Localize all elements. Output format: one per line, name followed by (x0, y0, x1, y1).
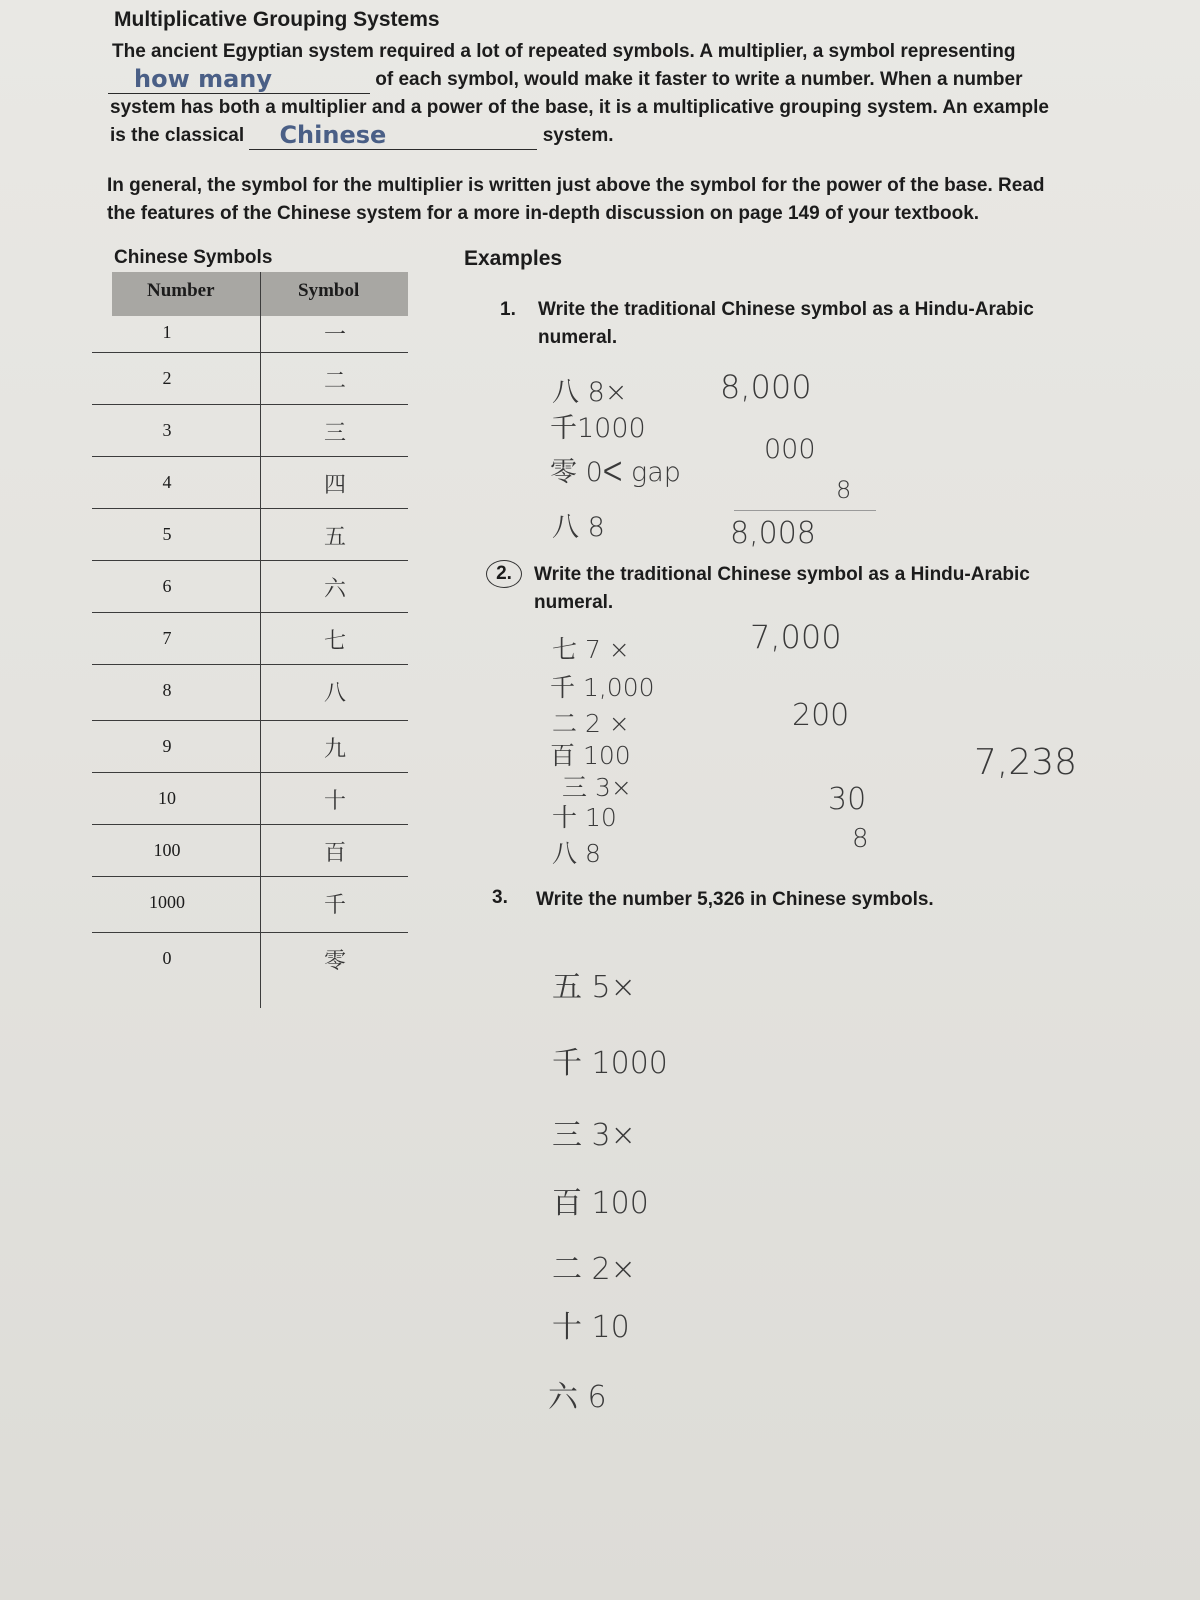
cell-symbol: 一 (323, 323, 346, 348)
q2-work-line-3: 二 2 × (552, 709, 630, 738)
blank-multiplier (108, 65, 370, 94)
q2-calc-8: 8 (852, 824, 869, 854)
cell-number: 0 (162, 948, 172, 968)
q3-work-line-7: 六 6 (548, 1380, 607, 1415)
q1-calc-8000: 8,000 (720, 368, 812, 406)
q2-calc-200: 200 (792, 698, 850, 733)
q2-work-line-6: 十 10 (552, 803, 617, 832)
intro-line-4 (110, 122, 614, 150)
general-line-1: In general, the symbol for the multiplier is written just above the symbol for the power of the base. Read (107, 175, 1045, 196)
table-row (92, 932, 408, 992)
q2-number (486, 560, 522, 588)
q2-work-line-1: 七 7 × (552, 635, 630, 664)
q1-work-line-4: 八 8 (552, 512, 605, 543)
table-row (92, 612, 408, 665)
q2-text-line2: numeral. (534, 592, 614, 613)
cell-symbol: 九 (323, 737, 346, 762)
cell-symbol: 四 (323, 473, 346, 498)
intro-line-4-prefix: is the classical (110, 125, 245, 146)
cell-number: 8 (162, 680, 172, 700)
general-line-2: the features of the Chinese system for a more in-depth discussion on page 149 of your textbook. (107, 203, 980, 224)
cell-number: 10 (158, 788, 176, 808)
q1-work-line-2: 千1000 (550, 413, 646, 444)
q2-answer: 7,238 (974, 742, 1078, 783)
q3-number: 3. (492, 887, 508, 908)
cell-symbol: 零 (323, 949, 346, 974)
cell-number: 9 (162, 736, 172, 756)
cell-number: 1000 (149, 892, 185, 912)
table-row (92, 316, 408, 353)
column-header-number: Number (147, 280, 215, 301)
cell-symbol: 六 (323, 577, 346, 602)
q1-number: 1. (500, 299, 516, 320)
q1-calc-8: 8 (836, 476, 852, 504)
table-row (92, 456, 408, 509)
q2-work-line-2: 千 1,000 (550, 673, 655, 702)
table-row (92, 720, 408, 773)
cell-number: 7 (162, 628, 172, 648)
cell-number: 2 (162, 368, 172, 388)
q1-calc-000: 000 (764, 434, 816, 465)
q2-circle: 2. (486, 560, 522, 588)
cell-number: 4 (162, 472, 172, 492)
handwritten-how-many: how many (134, 65, 273, 93)
q3-work-line-3: 三 3× (552, 1118, 636, 1153)
page-title: Multiplicative Grouping Systems (114, 8, 440, 31)
q3-text: Write the number 5,326 in Chinese symbols. (536, 889, 934, 910)
q2-calc-30: 30 (828, 782, 867, 817)
cell-number: 100 (153, 840, 181, 860)
cell-symbol: 二 (323, 369, 346, 394)
intro-line-2 (108, 66, 1022, 94)
table-row (92, 824, 408, 877)
q3-work-line-1: 五 5× (552, 970, 636, 1005)
cell-number: 1 (162, 322, 172, 342)
table-row (92, 508, 408, 561)
table-row (92, 664, 408, 721)
cell-number: 6 (162, 576, 172, 596)
q2-work-line-4: 百 100 (550, 741, 631, 770)
cell-symbol: 七 (323, 629, 346, 654)
q1-text-line1: Write the traditional Chinese symbol as a Hindu-Arabic (538, 299, 1034, 320)
handwritten-chinese: Chinese (279, 121, 387, 149)
column-header-symbol: Symbol (298, 280, 360, 301)
intro-line-3: system has both a multiplier and a power of the base, it is a multiplicative grouping system. An example (110, 97, 1049, 118)
q2-work-line-5: 三 3× (562, 773, 632, 802)
q1-work-line-3: 零 0ᐸ gap (550, 457, 681, 488)
table-row (92, 404, 408, 457)
q2-text-line1: Write the traditional Chinese symbol as a Hindu-Arabic (534, 564, 1030, 585)
table-title: Chinese Symbols (114, 247, 273, 268)
q3-work-line-5: 二 2× (552, 1252, 636, 1287)
blank-classical (249, 121, 537, 150)
cell-number: 3 (162, 420, 172, 440)
q1-calc-answer: 8,008 (730, 516, 816, 551)
intro-line-1: The ancient Egyptian system required a lot of repeated symbols. A multiplier, a symbol representing (112, 41, 1016, 62)
q2-work-line-7: 八 8 (552, 839, 601, 868)
table-row (92, 352, 408, 405)
cell-symbol: 百 (323, 841, 346, 866)
q1-work-line-1: 八 8× (552, 377, 628, 408)
cell-symbol: 十 (323, 789, 346, 814)
q1-sum-line (734, 510, 876, 511)
cell-symbol: 三 (323, 421, 346, 446)
table-row (92, 560, 408, 613)
cell-symbol: 五 (323, 525, 346, 550)
table-row (92, 876, 408, 933)
q3-work-line-4: 百 100 (552, 1186, 649, 1221)
examples-title: Examples (464, 247, 563, 270)
q2-calc-7000: 7,000 (750, 618, 842, 656)
q3-work-line-2: 千 1000 (552, 1046, 668, 1081)
q1-text-line2: numeral. (538, 327, 618, 348)
cell-number: 5 (162, 524, 172, 544)
cell-symbol: 八 (323, 681, 346, 706)
table-row (92, 772, 408, 825)
cell-symbol: 千 (323, 893, 346, 918)
intro-line-4-suffix: system. (542, 125, 614, 146)
intro-line-2-text: of each symbol, would make it faster to write a number. When a number (375, 69, 1023, 90)
q3-work-line-6: 十 10 (552, 1310, 630, 1345)
